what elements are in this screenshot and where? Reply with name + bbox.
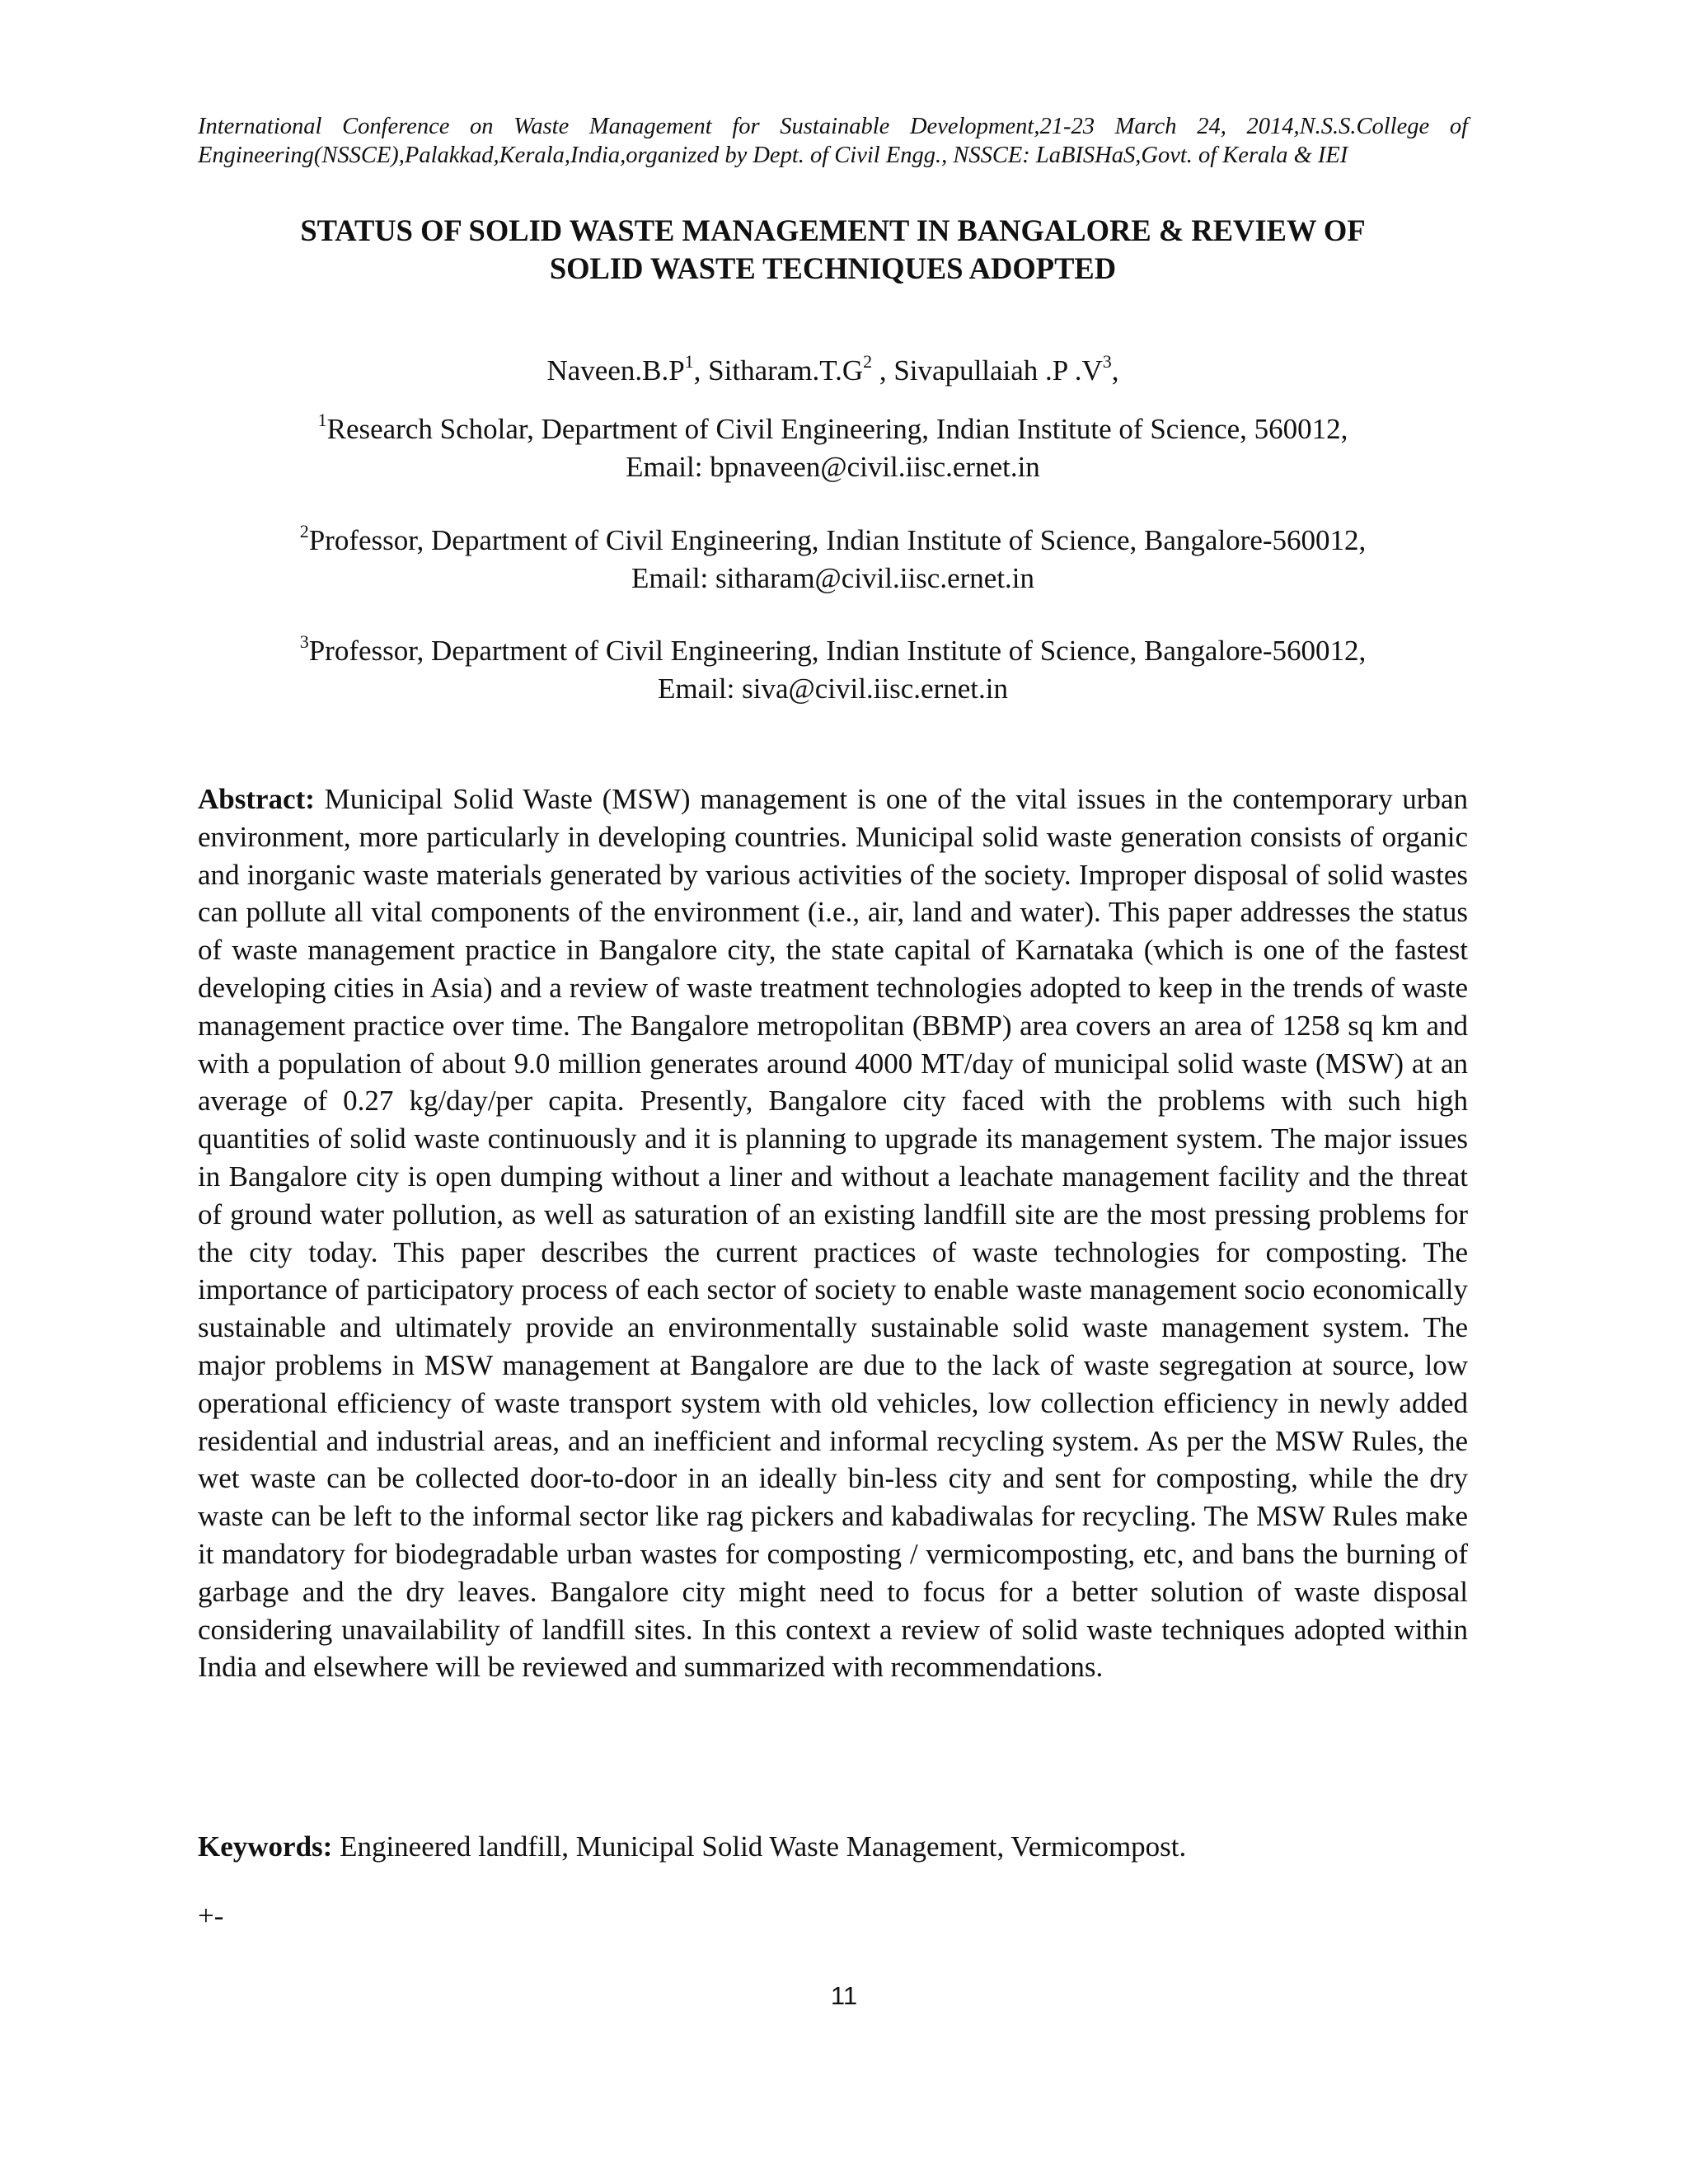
affiliation-mark: 1 [317, 410, 327, 431]
author-separator: , [1111, 354, 1119, 387]
conference-header [198, 112, 1468, 170]
affiliation-email: Email: siva@civil.iisc.ernet.in [658, 673, 1008, 705]
affiliation-text [198, 410, 1468, 448]
author-affiliation-mark: 2 [863, 351, 873, 373]
affiliation-description: Research Scholar, Department of Civil Engineering, Indian Institute of Science, 560012, [326, 413, 1348, 445]
paper-title-line-1: STATUS OF SOLID WASTE MANAGEMENT IN BANGALORE & REVIEW OF [300, 213, 1366, 247]
author-affiliation-mark: 3 [1102, 351, 1112, 373]
abstract-label: Abstract: [198, 783, 315, 815]
author-name: Sivapullaiah .P .V [893, 354, 1103, 387]
abstract [198, 780, 1468, 1686]
paper-title [198, 212, 1468, 288]
affiliation-email: Email: bpnaveen@civil.iisc.ernet.in [626, 451, 1040, 483]
affiliation-text [198, 522, 1468, 560]
affiliation-email: Email: sitharam@civil.iisc.ernet.in [631, 562, 1035, 594]
author-affiliation-mark: 1 [684, 351, 694, 373]
affiliation-description: Professor, Department of Civil Engineering, Indian Institute of Science, Bangalore-560012, [308, 635, 1367, 667]
affiliation [198, 632, 1468, 708]
affiliation-description: Professor, Department of Civil Engineering, Indian Institute of Science, Bangalore-560012, [308, 524, 1367, 556]
keywords-label: Keywords: [198, 1830, 333, 1863]
author-separator: , [872, 354, 894, 387]
conference-header-line-1: International Conference on Waste Management for Sustainable Development,21-23 March 24, 2014,N.S.S.College of [198, 114, 1468, 139]
paper-title-line-2: SOLID WASTE TECHNIQUES ADOPTED [549, 251, 1117, 285]
keywords [198, 1828, 1468, 1866]
affiliation [198, 522, 1468, 598]
affiliation-mark: 3 [299, 631, 309, 653]
conference-header-line-2: Engineering(NSSCE),Palakkad,Kerala,India,organized by Dept. of Civil Engg., NSSCE: LaBISHaS,Govt. of Kerala & IEI [198, 143, 1348, 168]
author-name: Sitharam.T.G [708, 354, 864, 387]
affiliation-text [198, 632, 1468, 670]
author-separator: , [693, 354, 709, 387]
author-list [198, 353, 1468, 389]
affiliation [198, 410, 1468, 486]
author-name: Naveen.B.P [546, 354, 685, 387]
affiliation-mark: 2 [299, 521, 309, 542]
stray-mark: +- [198, 1900, 224, 1932]
abstract-text: Municipal Solid Waste (MSW) management is one of the vital issues in the contemporary urban environment, more particularly in developing countries. Municipal solid waste generation consists of organic and inorganic waste materials generated by various activities of the society. Improper disposal of solid wastes can pollute all vital components of the environment (i.e., air, land and water). This paper addresses the status of waste management practice in Bangalore city, the state capital of Karnataka (which is one of the fastest developing cities in Asia) and a review of waste treatment technologies adopted to keep in the trends of waste management practice over time. The Bangalore metropolitan (BBMP) area covers an area of 1258 sq km and with a population of about 9.0 million generates around 4000 MT/day of municipal solid waste (MSW) at an average of 0.27 kg/day/per capita. Presently, Bangalore city faced with the problems with such high quantities of solid waste continuously and it is planning to upgrade its management system. The major issues in Bangalore city is open dumping without a liner and without a leachate management facility and the threat of ground water pollution, as well as saturation of an existing landfill site are the most pressing problems for the city today. This paper describes the current practices of waste technologies for composting. The importance of participatory process of each sector of society to enable waste management socio economically sustainable and ultimately provide an environmentally sustainable solid waste management system. The major problems in MSW management at Bangalore are due to the lack of waste segregation at source, low operational efficiency of waste transport system with old vehicles, low collection efficiency in newly added residential and industrial areas, and an inefficient and informal recycling system. As per the MSW Rules, the wet waste can be collected door-to-door in an ideally bin-less city and sent for composting, while the dry waste can be left to the informal sector like rag pickers and kabadiwalas for recycling. The MSW Rules make it mandatory for biodegradable urban wastes for composting / vermicomposting, etc, and bans the burning of garbage and the dry leaves. Bangalore city might need to focus for a better solution of waste disposal considering unavailability of landfill sites. In this context a review of solid waste techniques adopted within India and elsewhere will be reviewed and summarized with recommendations. [198, 783, 1468, 1684]
keywords-text: Engineered landfill, Municipal Solid Waste Management, Vermicompost. [340, 1830, 1187, 1863]
page-number: 11 [830, 1981, 858, 2010]
